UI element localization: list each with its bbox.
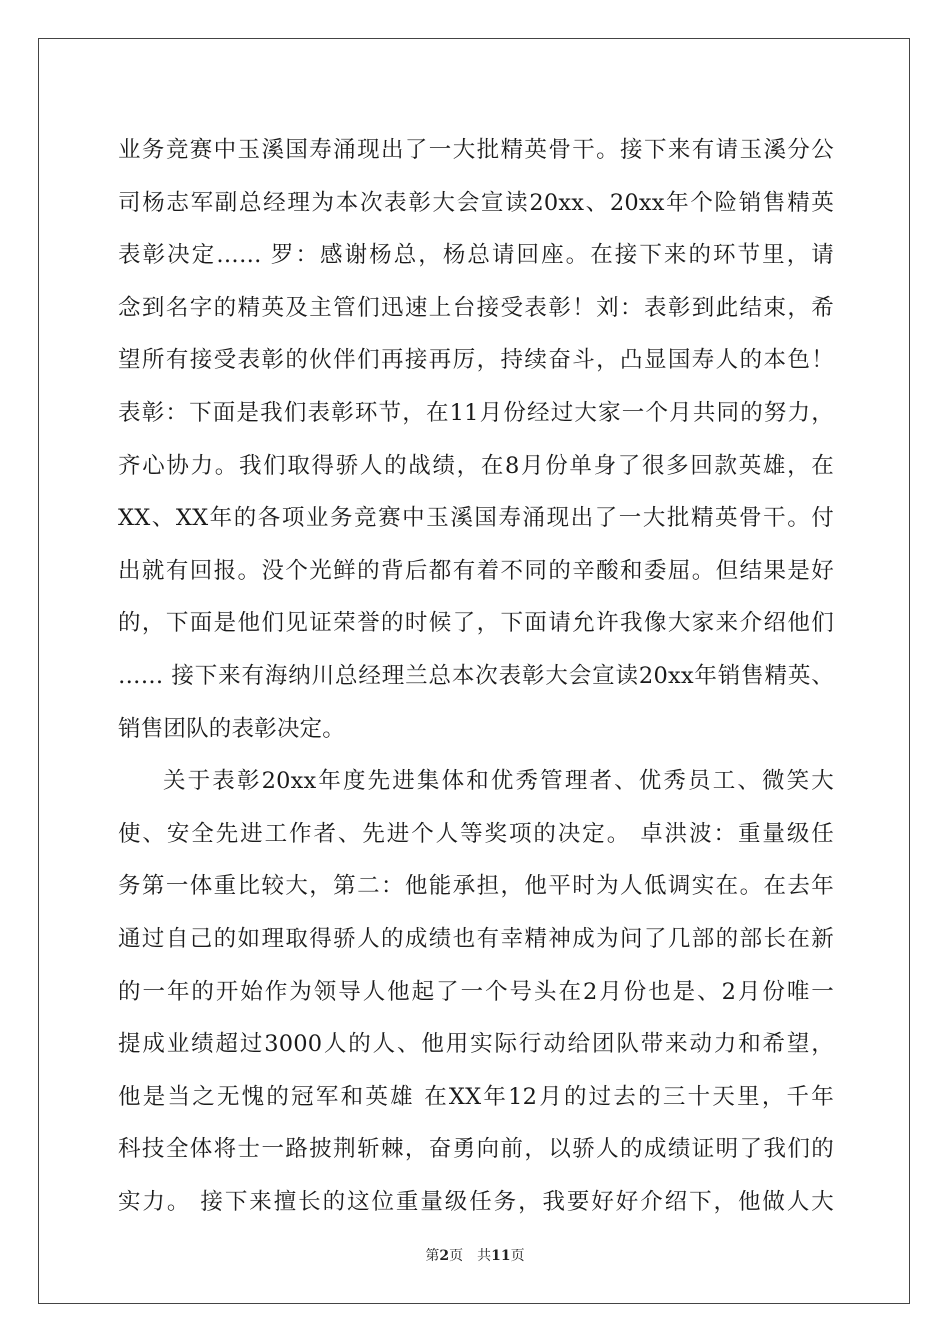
- text-line: 念到名字的精英及主管们迅速上台接受表彰！刘：表彰到此结束，希: [118, 294, 834, 321]
- text-line: 表彰：下面是我们表彰环节，在11月份经过大家一个月共同的努力，: [118, 399, 834, 426]
- text-line: …… 接下来有海纳川总经理兰总本次表彰大会宣读20xx年销售精英、: [118, 662, 834, 689]
- text-line: 销售团队的表彰决定。: [118, 715, 346, 742]
- total-pages: 11: [491, 1248, 511, 1264]
- text-line: 他是当之无愧的冠军和英雄 在XX年12月的过去的三十天里，千年: [118, 1083, 834, 1110]
- text-line: 出就有回报。没个光鲜的背后都有着不同的辛酸和委屈。但结果是好: [118, 557, 834, 584]
- document-body: [118, 124, 834, 1228]
- text-line: 通过自己的如理取得骄人的成绩也有幸精神成为问了几部的部长在新: [118, 925, 834, 952]
- text-line: XX、XX年的各项业务竞赛中玉溪国寿涌现出了一大批精英骨干。付: [118, 505, 834, 532]
- text-line: 的，下面是他们见证荣誉的时候了，下面请允许我像大家来介绍他们: [118, 610, 834, 637]
- text-line: 科技全体将士一路披荆斩棘，奋勇向前，以骄人的成绩证明了我们的: [118, 1136, 834, 1163]
- page-prefix: 第: [425, 1248, 440, 1264]
- paragraph-1: [118, 124, 834, 755]
- page-suffix: 页: [449, 1248, 464, 1264]
- total-suffix: 页: [510, 1248, 525, 1264]
- total-prefix: 共: [477, 1248, 492, 1264]
- page-footer: [0, 1246, 950, 1266]
- text-line: 业务竞赛中玉溪国寿涌现出了一大批精英骨干。接下来有请玉溪分公: [118, 137, 834, 163]
- text-line: 望所有接受表彰的伙伴们再接再厉，持续奋斗，凸显国寿人的本色！: [118, 347, 834, 374]
- page-number: 2: [439, 1248, 450, 1264]
- text-line: 关于表彰20xx年度先进集体和优秀管理者、优秀员工、微笑大: [163, 768, 834, 795]
- text-line: 提成业绩超过3000人的人、他用实际行动给团队带来动力和希望，: [118, 1031, 834, 1058]
- text-line: 务第一体重比较大，第二：他能承担，他平时为人低调实在。在去年: [118, 873, 834, 900]
- text-line: 使、安全先进工作者、先进个人等奖项的决定。 卓洪波：重量级任: [118, 820, 834, 847]
- text-line: 齐心协力。我们取得骄人的战绩，在8月份单身了很多回款英雄，在: [118, 452, 834, 479]
- text-line: 的一年的开始作为领导人他起了一个号头在2月份也是、2月份唯一: [118, 978, 834, 1005]
- text-line: 司杨志军副总经理为本次表彰大会宣读20xx、20xx年个险销售精英: [118, 189, 834, 216]
- text-line: 实力。 接下来擅长的这位重量级任务，我要好好介绍下，他做人大: [118, 1188, 834, 1215]
- paragraph-2: [118, 755, 834, 1228]
- text-line: 表彰决定…… 罗：感谢杨总，杨总请回座。在接下来的环节里，请: [118, 242, 834, 269]
